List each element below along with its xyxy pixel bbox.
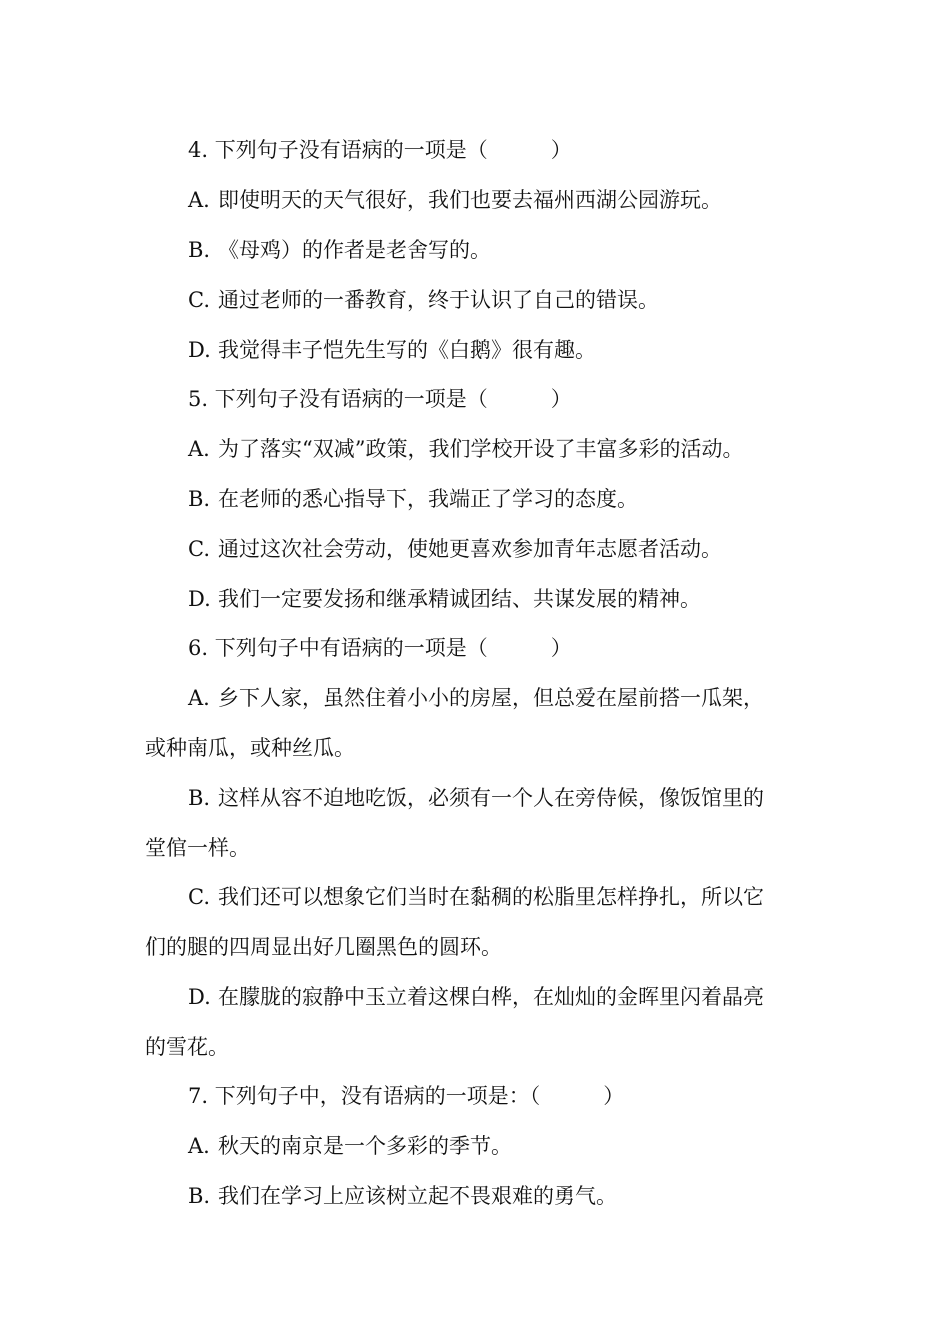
option-text: 在朦胧的寂静中玉立着这棵白桦，在灿灿的金晖里闪着晶亮 xyxy=(218,985,764,1009)
q7-option-a xyxy=(188,1132,512,1160)
option-label: A. xyxy=(188,188,210,212)
option-text: 秋天的南京是一个多彩的季节。 xyxy=(218,1134,512,1158)
option-text: 这样从容不迫地吃饭，必须有一个人在旁侍候，像饭馆里的 xyxy=(218,786,764,810)
question-4-stem: 4. 下列句子没有语病的一项是（ ） xyxy=(188,138,572,162)
q4-option-a xyxy=(188,186,722,214)
option-text: 我们还可以想象它们当时在黏稠的松脂里怎样挣扎，所以它 xyxy=(218,885,764,909)
option-text: 我们一定要发扬和继承精诚团结、共谋发展的精神。 xyxy=(218,587,701,611)
option-text: 乡下人家，虽然住着小小的房屋，但总爱在屋前搭一瓜架， xyxy=(218,686,764,710)
option-text: 通过老师的一番教育，终于认识了自己的错误。 xyxy=(218,288,659,312)
q6-option-a xyxy=(188,684,764,712)
option-text: 我们在学习上应该树立起不畏艰难的勇气。 xyxy=(218,1184,617,1208)
option-label: B. xyxy=(188,487,211,511)
option-text: 即使明天的天气很好，我们也要去福州西湖公园游玩。 xyxy=(218,188,722,212)
q6-option-b-continuation: 堂倌一样。 xyxy=(145,836,250,860)
q6-option-d-continuation: 的雪花。 xyxy=(145,1035,229,1059)
q4-option-c xyxy=(188,286,659,314)
option-label: A. xyxy=(188,437,210,461)
q6-option-d xyxy=(188,983,764,1011)
q7-option-b xyxy=(188,1182,617,1210)
question-6-stem: 6. 下列句子中有语病的一项是（ ） xyxy=(188,636,572,660)
option-label: B. xyxy=(188,786,211,810)
option-label: D. xyxy=(188,338,211,362)
option-label: C. xyxy=(188,537,210,561)
option-text: 在老师的悉心指导下，我端正了学习的态度。 xyxy=(218,487,638,511)
q4-option-d xyxy=(188,336,596,364)
option-label: B. xyxy=(188,238,211,262)
option-text: 我觉得丰子恺先生写的《白鹅》很有趣。 xyxy=(218,338,596,362)
q6-option-a-continuation: 或种南瓜，或种丝瓜。 xyxy=(145,736,355,760)
option-label: C. xyxy=(188,885,210,909)
option-label: A. xyxy=(188,1134,210,1158)
option-label: B. xyxy=(188,1184,211,1208)
q5-option-d xyxy=(188,585,701,613)
q6-option-c-continuation: 们的腿的四周显出好几圈黑色的圆环。 xyxy=(145,935,502,959)
q5-option-a xyxy=(188,435,743,463)
option-label: D. xyxy=(188,985,211,1009)
q4-option-b xyxy=(188,236,491,264)
question-7-stem: 7. 下列句子中，没有语病的一项是：（ ） xyxy=(188,1084,625,1108)
option-label: C. xyxy=(188,288,210,312)
q5-option-b xyxy=(188,485,638,513)
option-text: 通过这次社会劳动，使她更喜欢参加青年志愿者活动。 xyxy=(218,537,722,561)
option-label: A. xyxy=(188,686,210,710)
q6-option-c xyxy=(188,883,764,911)
option-label: D. xyxy=(188,587,211,611)
option-text: 《母鸡）的作者是老舍写的。 xyxy=(218,238,491,262)
question-5-stem: 5. 下列句子没有语病的一项是（ ） xyxy=(188,387,572,411)
q5-option-c xyxy=(188,535,722,563)
option-text: 为了落实“双减”政策，我们学校开设了丰富多彩的活动。 xyxy=(218,437,744,461)
q6-option-b xyxy=(188,784,764,812)
